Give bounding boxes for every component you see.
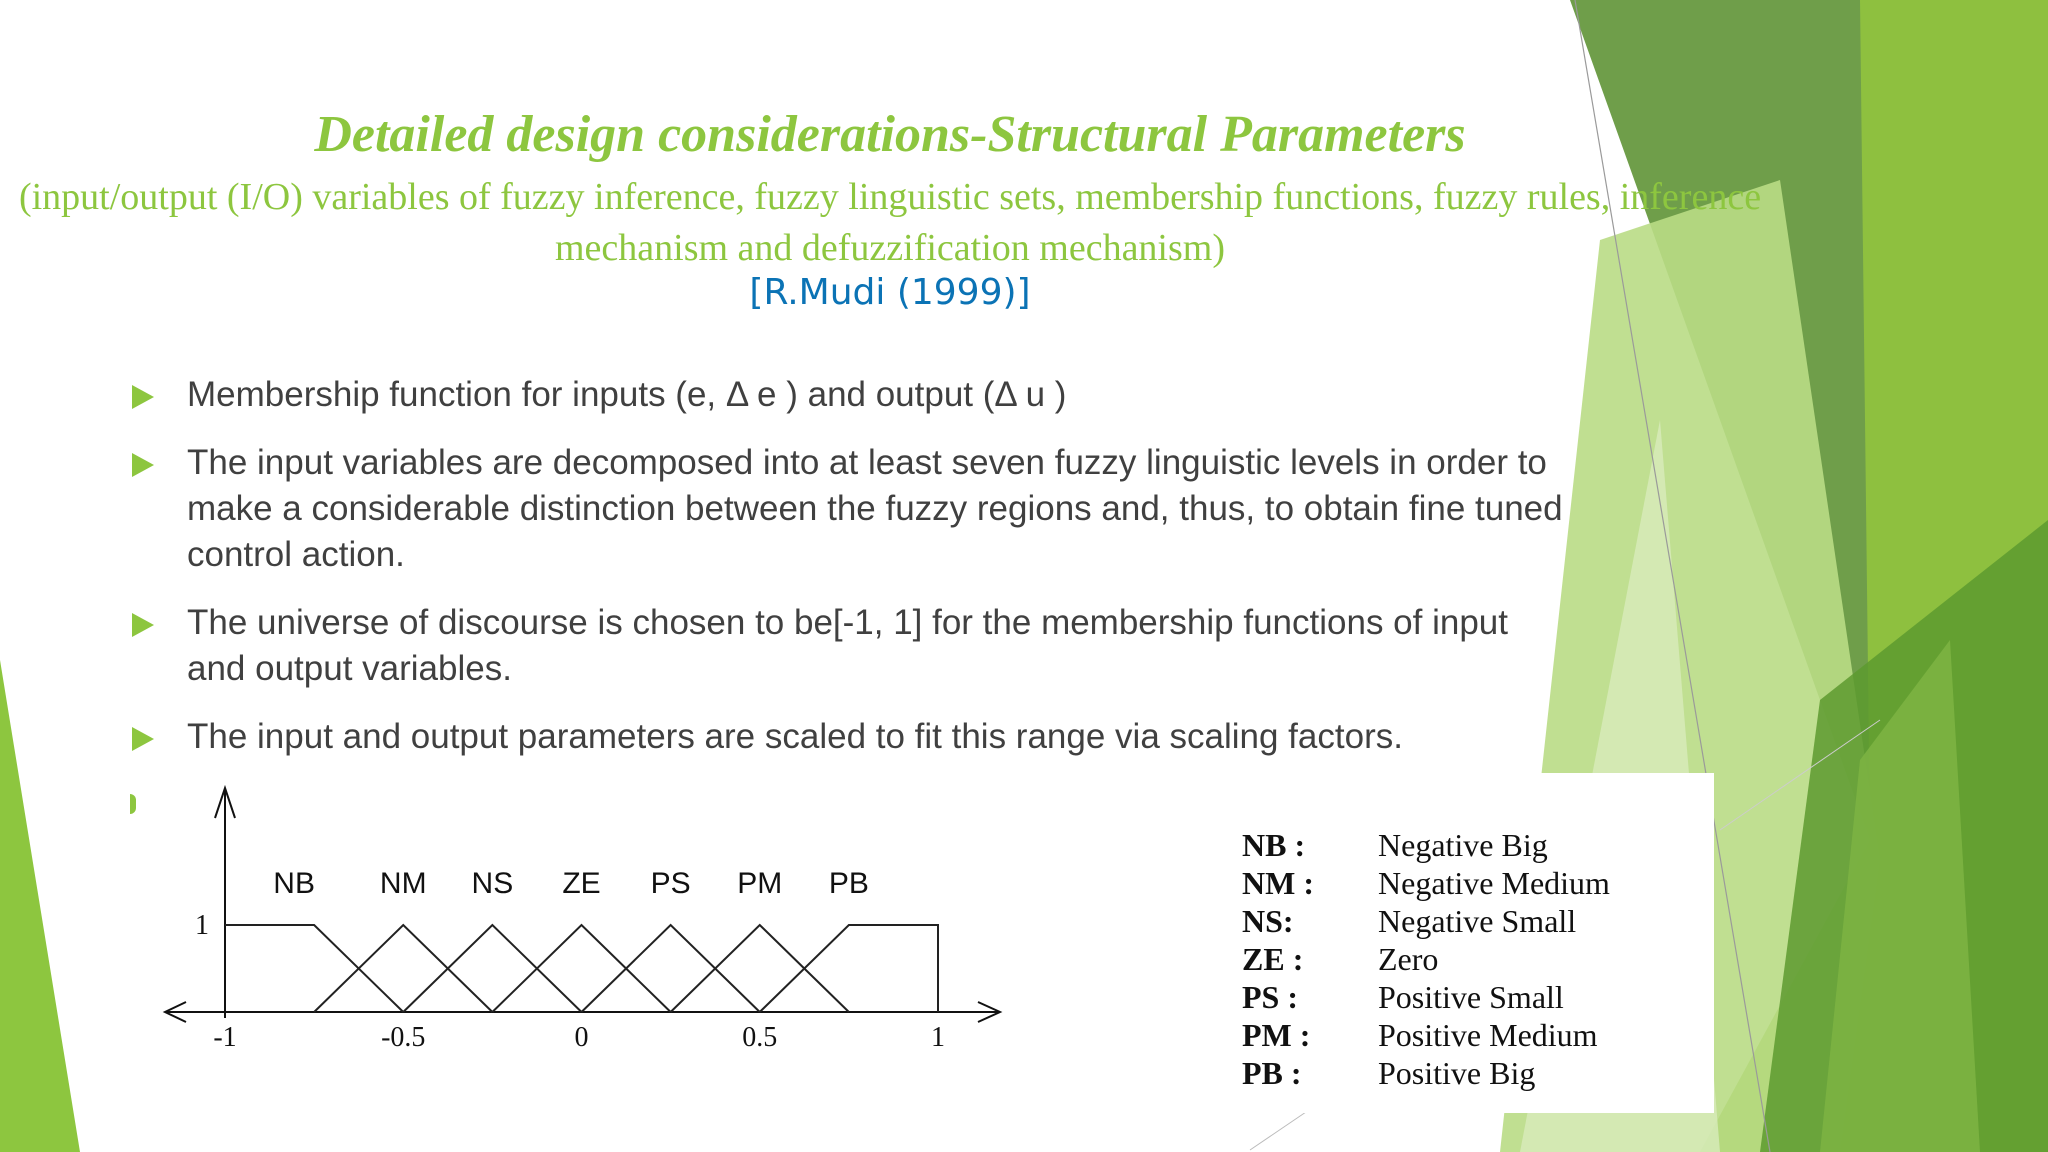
bullet-item bbox=[130, 600, 1570, 692]
legend-abbr: NS: bbox=[1242, 903, 1294, 939]
bullet-item bbox=[130, 372, 1570, 418]
x-tick-label: 1 bbox=[931, 1022, 945, 1053]
mf-label-pm: PM bbox=[737, 867, 783, 900]
mf-label-ps: PS bbox=[650, 867, 691, 900]
slide-title bbox=[0, 105, 1780, 164]
mf-series-nb bbox=[225, 925, 403, 1012]
title-italic: Structural Parameters bbox=[987, 106, 1466, 163]
bullet-stub-icon bbox=[130, 794, 136, 814]
mf-series-ps bbox=[582, 925, 760, 1012]
legend-abbr: PS : bbox=[1242, 979, 1298, 1015]
bullet-arrow-icon bbox=[132, 727, 154, 751]
bullet-arrow-icon bbox=[132, 453, 154, 477]
y-tick-label: 1 bbox=[195, 910, 209, 941]
x-tick-label: -0.5 bbox=[381, 1022, 426, 1053]
legend-full: Positive Big bbox=[1378, 1055, 1536, 1091]
bullet-item bbox=[130, 440, 1570, 578]
legend-full: Negative Small bbox=[1378, 903, 1577, 939]
legend-abbr: ZE : bbox=[1242, 941, 1304, 977]
bullet-text: The input variables are decomposed into at least seven fuzzy linguistic levels in order to make a considerable distinction between the fuzzy regions and, thus, to obtain fine tuned control action. bbox=[187, 443, 1563, 574]
bullet-item bbox=[130, 714, 1570, 760]
legend-full: Zero bbox=[1378, 941, 1439, 977]
membership-function-svg bbox=[150, 780, 1030, 1070]
mf-label-ns: NS bbox=[471, 867, 514, 900]
mf-series-pb bbox=[760, 925, 938, 1012]
legend-abbr: PM : bbox=[1242, 1017, 1311, 1053]
legend-full: Positive Medium bbox=[1378, 1017, 1598, 1053]
membership-function-chart bbox=[150, 780, 1030, 1070]
mf-series-ze bbox=[492, 925, 670, 1012]
legend-full: Negative Medium bbox=[1378, 865, 1610, 901]
mf-series-nm bbox=[314, 925, 492, 1012]
x-tick-label: -1 bbox=[213, 1022, 237, 1053]
bullet-text: The input and output parameters are scaled to fit this range via scaling factors. bbox=[187, 717, 1403, 756]
bullet-text: Membership function for inputs (e, Δ e ) and output (Δ u ) bbox=[187, 375, 1067, 414]
citation: [R.Mudi (1999)] bbox=[749, 272, 1031, 313]
mf-label-nm: NM bbox=[379, 867, 427, 900]
legend-box bbox=[1202, 773, 1714, 1113]
legend-full: Negative Big bbox=[1378, 827, 1548, 863]
mf-label-nb: NB bbox=[273, 867, 315, 900]
mf-series-pm bbox=[671, 925, 849, 1012]
mf-label-ze: ZE bbox=[562, 867, 601, 900]
title-prefix: Detailed design considerations- bbox=[314, 106, 988, 163]
legend-abbr: NB : bbox=[1242, 827, 1306, 863]
x-tick-label: 0 bbox=[574, 1022, 589, 1053]
bullet-list bbox=[130, 372, 1570, 782]
bullet-arrow-icon bbox=[132, 385, 154, 409]
legend-abbr: NM : bbox=[1242, 865, 1314, 901]
bullet-text: The universe of discourse is chosen to be[-1, 1] for the membership functions of input and output variables. bbox=[187, 603, 1508, 688]
bullet-arrow-icon bbox=[132, 613, 154, 637]
legend-abbr: PB : bbox=[1242, 1055, 1302, 1091]
slide-subtitle: (input/output (I/O) variables of fuzzy inference, fuzzy linguistic sets, membership functions, fuzzy rules, inference mechanism and defuzzification mechanism) bbox=[18, 176, 1762, 269]
mf-series-ns bbox=[403, 925, 581, 1012]
mf-label-pb: PB bbox=[828, 867, 869, 900]
x-tick-label: 0.5 bbox=[742, 1022, 778, 1053]
legend-full: Positive Small bbox=[1378, 979, 1564, 1015]
